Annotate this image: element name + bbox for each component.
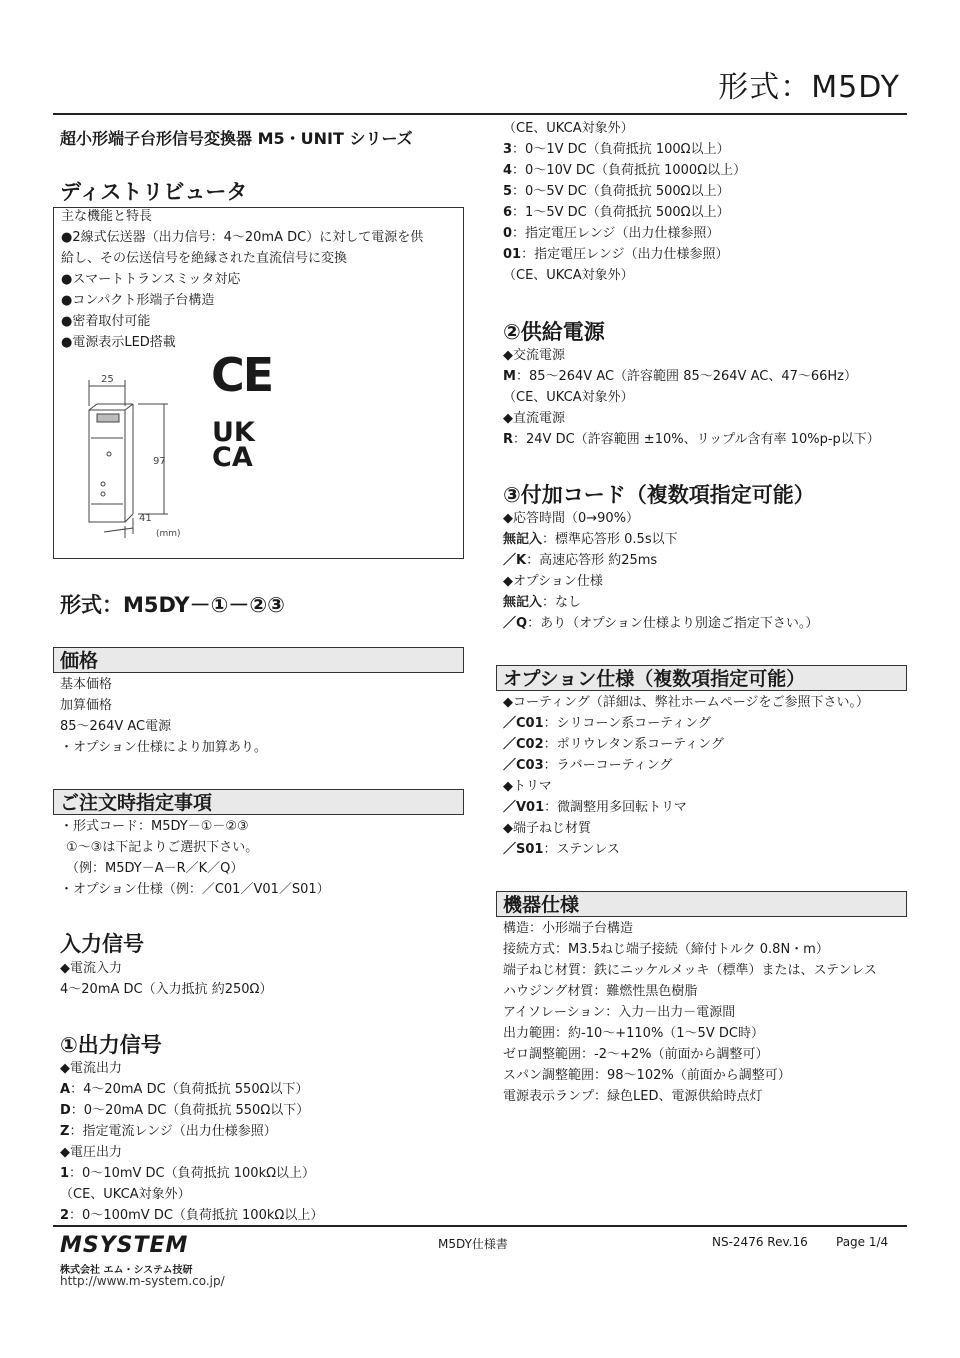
output-line: Z：指定電流レンジ（出力仕様参照） [60, 1124, 277, 1139]
spec-line: 端子ねじ材質：鉄にニッケルメッキ（標準）または、ステンレス [503, 963, 877, 978]
output-line: A：4～20mA DC（負荷抵抗 550Ω以下） [60, 1082, 309, 1097]
features-heading: 主な機能と特長 [61, 209, 153, 224]
spec-line: 構造：小形端子台構造 [503, 921, 634, 936]
addcode-line: 無記入：標準応答形 0.5s以下 [503, 532, 678, 547]
dim-unit-label: (mm) [156, 529, 181, 539]
addcode-line: ／Q：あり（オプション仕様より別途ご指定下さい。） [503, 616, 819, 631]
features-box [53, 207, 464, 559]
option-line: ◆コーティング（詳細は、弊社ホームページをご参照下さい。） [503, 695, 869, 710]
ce-mark: CE [211, 348, 273, 402]
output-line: 2：0～100mV DC（負荷抵抗 100kΩ以上） [60, 1208, 324, 1223]
dim-depth-label: 41 [139, 513, 152, 524]
power-line: （CE、UKCA対象外） [503, 390, 634, 405]
feature-item: ●電源表示LED搭載 [61, 335, 176, 350]
output-cont-line: （CE、UKCA対象外） [503, 268, 634, 283]
order-line: ①～③は下記よりご選択下さい。 [66, 840, 259, 855]
output-cont-line: （CE、UKCA対象外） [503, 121, 634, 136]
power-line: R：24V DC（許容範囲 ±10%、リップル含有率 10%p-p以下） [503, 432, 880, 447]
dimension-drawing [64, 368, 234, 543]
company-logo: MSYSTEM [60, 1233, 189, 1258]
dim-height-label: 97 [153, 456, 166, 467]
output-line: （CE、UKCA対象外） [60, 1187, 191, 1202]
ukca-mark: UK CA [212, 417, 255, 473]
price-line: 85～264V AC電源 [60, 719, 172, 734]
output-line: 1：0～10mV DC（負荷抵抗 100kΩ以上） [60, 1166, 316, 1181]
option-line: ／S01：ステンレス [503, 842, 620, 857]
output-line: ◆電流出力 [60, 1061, 122, 1076]
input-heading: 入力信号 [60, 932, 144, 956]
option-line: ／C02：ポリウレタン系コーティング [503, 737, 724, 752]
output-cont-line: 0：指定電圧レンジ（出力仕様参照） [503, 226, 720, 241]
dim-width-label: 25 [101, 374, 114, 385]
order-heading: ご注文時指定事項 [53, 789, 464, 815]
feature-item: ●密着取付可能 [61, 314, 151, 329]
page-number: Page 1/4 [836, 1235, 889, 1249]
series-title: 超小形端子台形信号変換器 M5・UNIT シリーズ [60, 129, 413, 148]
option-line: ／C01：シリコーン系コーティング [503, 716, 711, 731]
model-code: 形式：M5DY－①－②③ [60, 593, 285, 617]
spec-line: ハウジング材質：難燃性黒色樹脂 [503, 984, 698, 999]
power-line: M：85～264V AC（許容範囲 85～264V AC、47～66Hz） [503, 369, 857, 384]
company-name: 株式会社 エム・システム技研 [60, 1265, 193, 1276]
order-line: （例：M5DY－A－R／K／Q） [66, 861, 244, 876]
addcode-heading: ③付加コード（複数項指定可能） [503, 483, 815, 507]
feature-item: ●スマートトランスミッタ対応 [61, 272, 241, 287]
doc-name: M5DY仕様書 [438, 1237, 508, 1251]
spec-line: 接続方式：M3.5ねじ端子接続（締付トルク 0.8N・m） [503, 942, 829, 957]
bottom-rule [53, 1225, 907, 1227]
addcode-line: ◆オプション仕様 [503, 574, 603, 589]
input-line: 4～20mA DC（入力抵抗 約250Ω） [60, 982, 273, 997]
price-line: 基本価格 [60, 677, 113, 692]
output-heading: ①出力信号 [60, 1033, 162, 1057]
output-line: D：0～20mA DC（負荷抵抗 550Ω以下） [60, 1103, 310, 1118]
company-url[interactable]: http://www.m-system.co.jp/ [60, 1274, 225, 1288]
input-line: ◆電流入力 [60, 961, 122, 976]
power-heading: ②供給電源 [503, 320, 605, 344]
spec-line: アイソレーション：入力－出力－電源間 [503, 1005, 736, 1020]
doc-id: NS-2476 Rev.16 [712, 1235, 808, 1249]
feature-item: ●2線式伝送器（出力信号：4～20mA DC）に対して電源を供 [61, 230, 424, 245]
option-line: ◆トリマ [503, 779, 552, 794]
spec-line: ゼロ調整範囲：-2～+2%（前面から調整可） [503, 1047, 769, 1062]
price-line: ・オプション仕様により加算あり。 [60, 740, 267, 755]
options-heading: オプション仕様（複数項指定可能） [496, 665, 907, 691]
spec-line: 出力範囲：約-10～+110%（1～5V DC時） [503, 1026, 764, 1041]
spec-line: 電源表示ランプ：緑色LED、電源供給時点灯 [503, 1089, 763, 1104]
output-cont-line: 01：指定電圧レンジ（出力仕様参照） [503, 247, 729, 262]
order-line: ・オプション仕様（例：／C01／V01／S01） [60, 882, 330, 897]
spec-line: スパン調整範囲：98～102%（前面から調整可） [503, 1068, 791, 1083]
price-line: 加算価格 [60, 698, 113, 713]
order-line: ・形式コード：M5DY－①－②③ [60, 819, 249, 834]
addcode-line: ／K：高速応答形 約25ms [503, 553, 658, 568]
output-line: ◆電圧出力 [60, 1145, 122, 1160]
output-cont-line: 4：0～10V DC（負荷抵抗 1000Ω以上） [503, 163, 747, 178]
option-line: ◆端子ねじ材質 [503, 821, 591, 836]
page-title: 形式：M5DY [718, 70, 900, 105]
feature-item: ●コンパクト形端子台構造 [61, 293, 215, 308]
addcode-line: 無記入：なし [503, 595, 582, 610]
addcode-line: ◆応答時間（0→90%） [503, 511, 640, 526]
power-line: ◆交流電源 [503, 348, 565, 363]
power-line: ◆直流電源 [503, 411, 565, 426]
product-name: ディストリビュータ [60, 180, 248, 204]
output-cont-line: 5：0～5V DC（負荷抵抗 500Ω以上） [503, 184, 730, 199]
option-line: ／C03：ラバーコーティング [503, 758, 673, 773]
option-line: ／V01：微調整用多回転トリマ [503, 800, 687, 815]
feature-item: 給し、その伝送信号を絶縁された直流信号に変換 [61, 251, 348, 266]
specs-heading: 機器仕様 [496, 891, 907, 917]
output-cont-line: 6：1～5V DC（負荷抵抗 500Ω以上） [503, 205, 730, 220]
price-heading: 価格 [53, 647, 464, 673]
top-rule [53, 113, 907, 115]
output-cont-line: 3：0～1V DC（負荷抵抗 100Ω以上） [503, 142, 730, 157]
